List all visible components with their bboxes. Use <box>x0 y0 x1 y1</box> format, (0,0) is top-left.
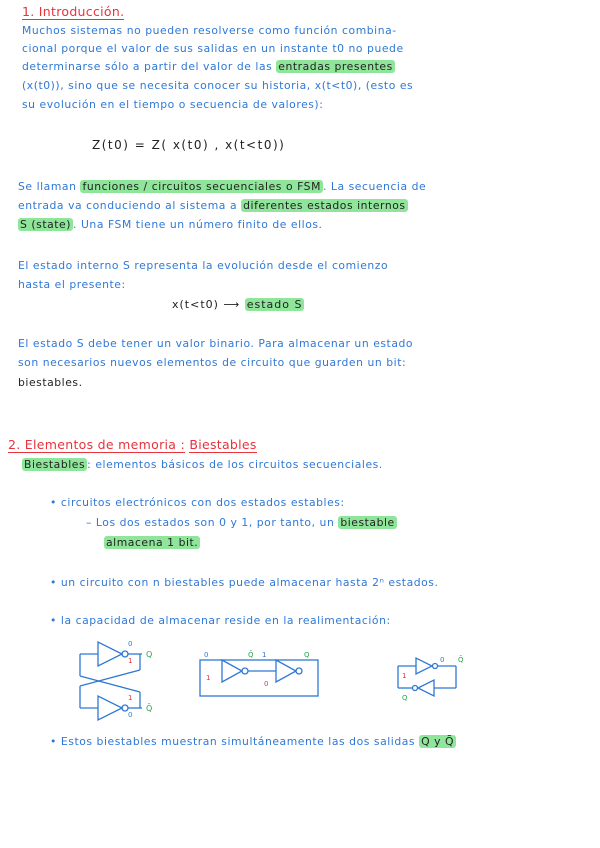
para4-line2: son necesarios nuevos elementos de circuito que guarden un bit: <box>18 356 407 369</box>
diagram1-qbar: Q̄ <box>146 704 153 713</box>
diagram1-label-1b: 1 <box>128 694 133 702</box>
highlight-estado-s: estado S <box>246 298 303 311</box>
highlight-q-qbar: Q y Q̄ <box>421 735 455 748</box>
diagram1-q: Q <box>146 650 153 659</box>
bullet-4: • Estos biestables muestran simultáneamente las dos salidas Q y Q̄ <box>50 735 455 748</box>
diagram2-label-0b: 0 <box>264 680 269 688</box>
bullet-glyph: • <box>50 735 57 748</box>
bullet-glyph: • <box>50 496 57 509</box>
section-2-title: 2. Elementos de memoria : Biestables <box>8 437 257 452</box>
para2-line2: entrada va conduciendo al sistema a diferentes estados internos <box>18 199 406 212</box>
highlight-state: S (state) <box>20 218 72 231</box>
diagram3-label-0: 0 <box>440 656 445 664</box>
para3-line1: El estado interno S representa la evolución desde el comienzo <box>18 259 389 272</box>
bullet-3: • la capacidad de almacenar reside en la realimentación: <box>50 614 391 627</box>
diagram2-label-1: 1 <box>262 651 267 659</box>
para1-line4: (x(t0)), sino que se necesita conocer su historia, x(t<t0), (esto es <box>22 79 414 92</box>
para1-line2: cional porque el valor de sus salidas en un instante t0 no puede <box>22 42 404 55</box>
cross-coupled-inverters-diagram <box>70 636 170 726</box>
highlight-almacena-bit: almacena 1 bit. <box>106 536 199 549</box>
diagram3-qbar: Q̄ <box>458 656 464 664</box>
section-1-title: 1. Introducción. <box>22 4 125 19</box>
formula-z: Z(t0) = Z( x(t0) , x(t<t0)) <box>92 138 286 152</box>
diagram1-label-0b: 0 <box>128 711 133 719</box>
diagram1-label-1: 1 <box>128 657 133 665</box>
section-2-intro: Biestables : elementos básicos de los circuitos secuenciales. <box>24 458 383 471</box>
latch-diagram <box>394 654 474 704</box>
highlight-estados-internos: diferentes estados internos <box>243 199 406 212</box>
bullet-glyph: • <box>50 576 57 589</box>
highlight-biestable: biestable <box>340 516 395 529</box>
para1-line3: determinarse sólo a partir del valor de las entradas presentes <box>22 60 393 73</box>
bullet-2: • un circuito con n biestables puede almacenar hasta 2ⁿ estados. <box>50 576 439 589</box>
bullet-1-sub-line1: – Los dos estados son 0 y 1, por tanto, un biestable <box>86 516 395 529</box>
para1-line5: su evolución en el tiempo o secuencia de valores): <box>22 98 324 111</box>
para1-line1: Muchos sistemas no pueden resolverse como función combina- <box>22 24 397 37</box>
para4-line3: biestables. <box>18 376 83 389</box>
diagram3-label-1: 1 <box>402 672 407 680</box>
para3-line2: hasta el presente: <box>18 278 126 291</box>
diagram1-label-0: 0 <box>128 640 133 648</box>
diagram3-q: Q <box>402 694 408 702</box>
diagram2-label-1b: 1 <box>206 674 211 682</box>
diagram2-label-0a: 0 <box>204 651 209 659</box>
state-formula: x(t<t0) ⟶ estado S <box>172 298 303 311</box>
inverter-loop-diagram <box>196 652 326 702</box>
para4-line1: El estado S debe tener un valor binario. Para almacenar un estado <box>18 337 414 350</box>
diagram2-qbar: Q̄ <box>248 651 254 659</box>
bullet-glyph: • <box>50 614 57 627</box>
diagram2-q: Q <box>304 651 310 659</box>
highlight-fsm: funciones / circuitos secuenciales o FSM <box>82 180 321 193</box>
para2-line3: S (state) . Una FSM tiene un número finito de ellos. <box>20 218 323 231</box>
bullet-1-sub-line2 <box>104 536 200 549</box>
highlight-entradas: entradas presentes <box>278 60 393 73</box>
arrow-icon: ⟶ <box>223 298 241 311</box>
bullet-1: • circuitos electrónicos con dos estados estables: <box>50 496 345 509</box>
highlight-biestables: Biestables <box>24 458 86 471</box>
para2-line1: Se llaman funciones / circuitos secuenciales o FSM . La secuencia de <box>18 180 427 193</box>
